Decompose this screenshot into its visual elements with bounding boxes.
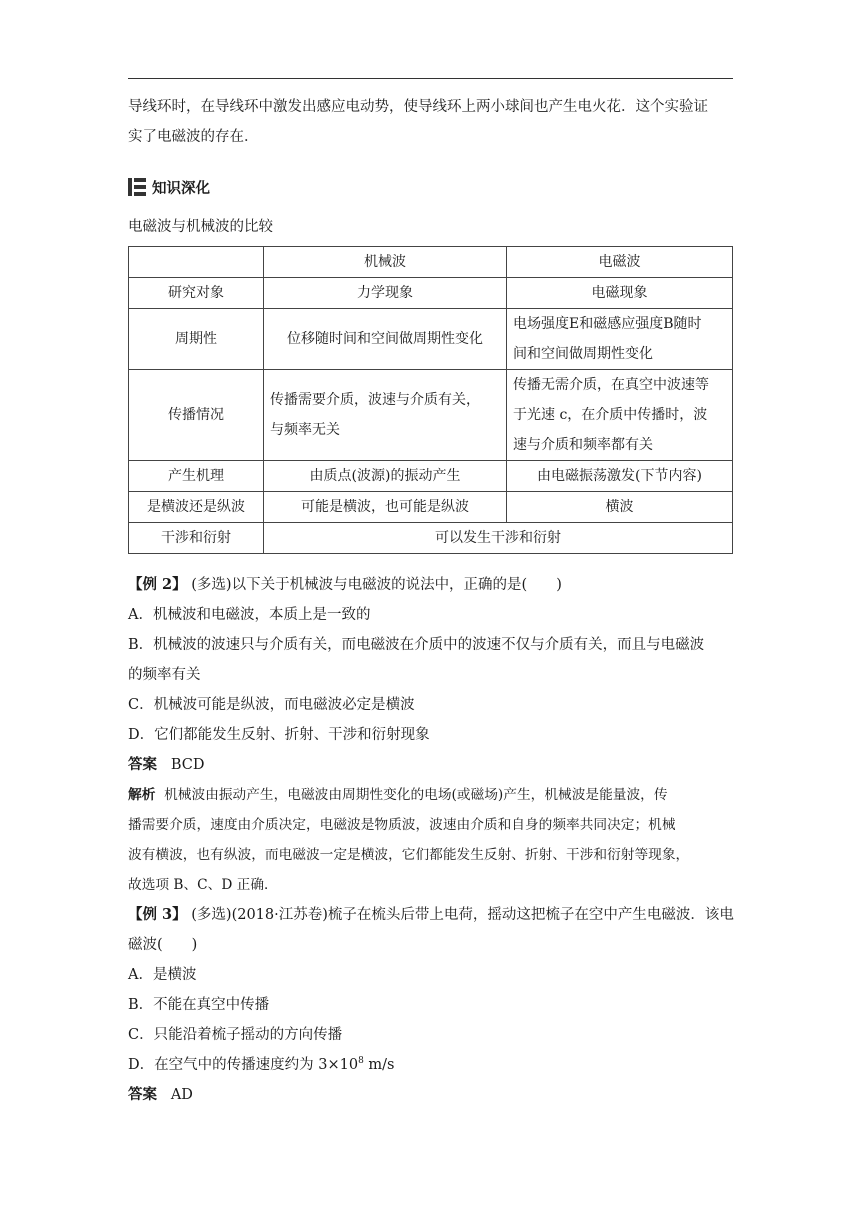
table-title: 电磁波与机械波的比较 xyxy=(128,219,273,235)
example-tag: 【例 3】 xyxy=(128,906,187,923)
analysis-line: 播需要介质，速度由介质决定，电磁波是物质波，波速由介质和自身的频率共同决定；机械 xyxy=(128,817,676,833)
table-header-cell xyxy=(129,247,264,278)
table-header-row xyxy=(129,247,733,278)
header-rule xyxy=(128,78,733,79)
answer-line xyxy=(128,750,740,780)
question-stem: 【例 3】 (多选)(2018·江苏卷)梳子在梳头后带上电荷，摇动这把梳子在空中产生电磁波．该电 xyxy=(128,906,734,923)
analysis-line: 故选项 B、C、D 正确． xyxy=(128,877,278,893)
row-label: 是横波还是纵波 xyxy=(129,492,264,523)
table-cell: 可能是横波，也可能是纵波 xyxy=(264,492,507,523)
table-cell: 由质点(波源)的振动产生 xyxy=(264,461,507,492)
option-a: A．机械波和电磁波，本质上是一致的 xyxy=(128,607,371,623)
option-a: A．是横波 xyxy=(128,967,197,983)
example-tag: 【例 2】 xyxy=(128,576,187,593)
cell-line: 与频率无关 xyxy=(270,422,340,438)
cell-line: 电场强度E和磁感应强度B随时 xyxy=(513,316,702,332)
row-label: 产生机理 xyxy=(129,461,264,492)
option-d: D．它们都能发生反射、折射、干涉和衍射现象 xyxy=(128,727,430,743)
question-stem-cont: 磁波( ) xyxy=(128,937,198,953)
answer-value: AD xyxy=(170,1087,193,1103)
table-header-cell: 机械波 xyxy=(264,247,507,278)
option-c: C．只能沿着梳子摇动的方向传播 xyxy=(128,1027,343,1043)
row-label: 周期性 xyxy=(129,309,264,370)
answer-label: 答案 xyxy=(128,1087,157,1103)
table-cell xyxy=(507,370,733,461)
analysis-label: 解析 xyxy=(128,787,156,803)
answer-line xyxy=(128,1080,740,1110)
table-header-cell: 电磁波 xyxy=(507,247,733,278)
table-cell: 由电磁振荡激发(下节内容) xyxy=(507,461,733,492)
cell-line: 速与介质和频率都有关 xyxy=(513,437,653,453)
table-cell xyxy=(507,309,733,370)
intro-line: 实了电磁波的存在． xyxy=(128,129,259,145)
answer-label: 答案 xyxy=(128,757,157,773)
option-b: B．不能在真空中传播 xyxy=(128,997,270,1013)
table-cell: 横波 xyxy=(507,492,733,523)
intro-paragraph xyxy=(128,92,740,152)
table-cell: 电磁现象 xyxy=(507,278,733,309)
table-row xyxy=(129,461,733,492)
option-d: D．在空气中的传播速度约为 $3\times 10^8$ m/s xyxy=(128,1056,395,1073)
cell-line: 间和空间做周期性变化 xyxy=(513,346,653,362)
example-2 xyxy=(128,570,740,1110)
row-label: 传播情况 xyxy=(129,370,264,461)
table-cell: 位移随时间和空间做周期性变化 xyxy=(264,309,507,370)
analysis-line: 解析 机械波由振动产生，电磁波由周期性变化的电场(或磁场)产生，机械波是能量波，传 xyxy=(128,787,668,803)
answer-value: BCD xyxy=(170,757,205,773)
intro-line: 导线环时，在导线环中激发出感应电动势，使导线环上两小球间也产生电火花．这个实验证 xyxy=(128,99,708,115)
comparison-table xyxy=(128,246,733,554)
section-heading xyxy=(128,176,210,198)
table-row xyxy=(129,278,733,309)
option-b-cont: 的频率有关 xyxy=(128,667,201,683)
table-cell: 可以发生干涉和衍射 xyxy=(264,523,733,554)
section-bars-icon xyxy=(128,178,146,196)
row-label: 干涉和衍射 xyxy=(129,523,264,554)
table-cell xyxy=(264,370,507,461)
section-title: 知识深化 xyxy=(152,180,210,197)
table-row xyxy=(129,309,733,370)
row-label: 研究对象 xyxy=(129,278,264,309)
cell-line: 传播需要介质，波速与介质有关， xyxy=(270,392,480,408)
option-b: B．机械波的波速只与介质有关，而电磁波在介质中的波速不仅与介质有关，而且与电磁波 xyxy=(128,637,705,653)
table-row xyxy=(129,492,733,523)
table-row xyxy=(129,370,733,461)
cell-line: 传播无需介质，在真空中波速等 xyxy=(513,377,709,393)
analysis-line: 波有横波，也有纵波，而电磁波一定是横波，它们都能发生反射、折射、干涉和衍射等现象， xyxy=(128,847,690,863)
table-cell: 力学现象 xyxy=(264,278,507,309)
table-row xyxy=(129,523,733,554)
cell-line: 于光速 c，在介质中传播时，波 xyxy=(513,407,708,423)
question-stem: 【例 2】 (多选)以下关于机械波与电磁波的说法中，正确的是( ) xyxy=(128,576,562,593)
option-c: C．机械波可能是纵波，而电磁波必定是横波 xyxy=(128,697,415,713)
